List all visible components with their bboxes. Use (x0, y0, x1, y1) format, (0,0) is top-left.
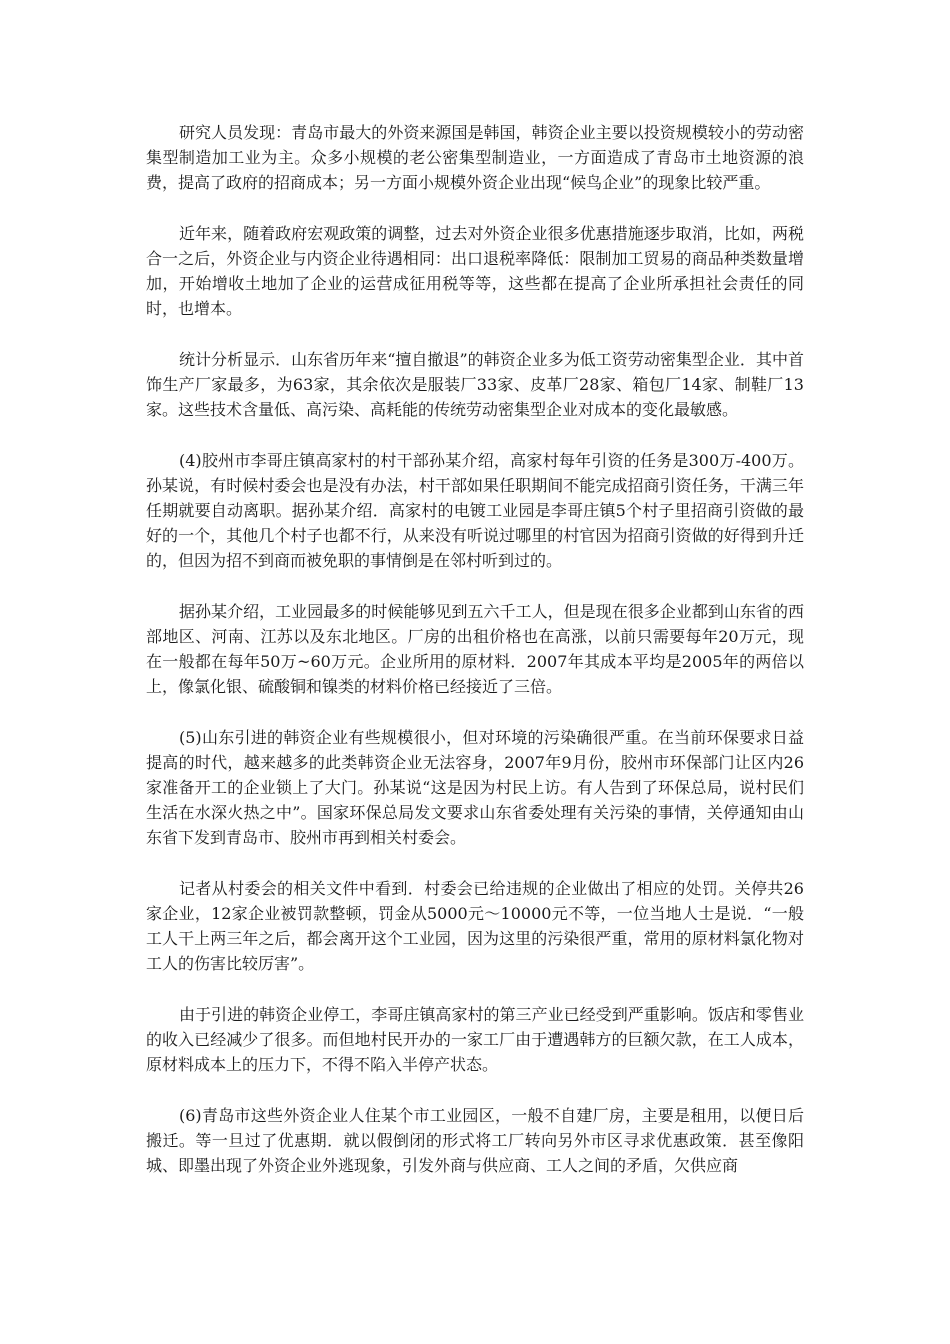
paragraph-4: (4)胶州市李哥庄镇高家村的村干部孙某介绍，高家村每年引资的任务是300万-400万。孙某说，有时候村委会也是没有办法，村干部如果任职期间不能完成招商引资任务，干满三年任期就要自动离职。据孙某介绍．高家村的电镀工业园是李哥庄镇5个村子里招商引资做的最好的一个，其他几个村子也都不行，从来没有听说过哪里的村官因为招商引资做的好得到升迁的，但因为招不到商而被免职的事情倒是在邻村听到过的。 (146, 451, 804, 570)
paragraph-6: (5)山东引进的韩资企业有些规模很小，但对环境的污染确很严重。在当前环保要求日益提高的时代，越来越多的此类韩资企业无法容身，2007年9月份，胶州市环保部门让区内26家准备开工的企业锁上了大门。孙某说“这是因为村民上访。有人告到了环保总局，说村民们生活在水深火热之中”。国家环保总局发文要求山东省委处理有关污染的事情，关停通知由山东省下发到青岛市、胶州市再到相关村委会。 (146, 728, 804, 847)
paragraph-9: (6)青岛市这些外资企业人住某个市工业园区，一般不自建厂房，主要是租用，以便日后搬迁。等一旦过了优惠期．就以假倒闭的形式将工厂转向另外市区寻求优惠政策．甚至像阳城、即墨出现了外资企业外逃现象，引发外商与供应商、工人之间的矛盾，欠供应商 (146, 1106, 804, 1175)
paragraph-2: 近年来，随着政府宏观政策的调整，过去对外资企业很多优惠措施逐步取消，比如，两税合一之后，外资企业与内资企业待遇相同：出口退税率降低：限制加工贸易的商品种类数量增加，开始增收土地加了企业的运营成征用税等等，这些都在提高了企业所承担社会责任的同时，也增本。 (146, 224, 804, 318)
document-body (146, 120, 804, 1204)
paragraph-1: 研究人员发现：青岛市最大的外资来源国是韩国，韩资企业主要以投资规模较小的劳动密集型制造加工业为主。众多小规模的老公密集型制造业，一方面造成了青岛市土地资源的浪费，提高了政府的招商成本；另一方面小规模外资企业出现“候鸟企业”的现象比较严重。 (146, 123, 804, 192)
paragraph-8: 由于引进的韩资企业停工，李哥庄镇高家村的第三产业已经受到严重影响。饭店和零售业的收入已经减少了很多。而但地村民开办的一家工厂由于遭遇韩方的巨额欠款，在工人成本，原材料成本上的压力下，不得不陷入半停产状态。 (146, 1005, 804, 1074)
paragraph-3: 统计分析显示．山东省历年来“擅自撤退”的韩资企业多为低工资劳动密集型企业．其中首饰生产厂家最多，为63家，其余依次是服装厂33家、皮革厂28家、箱包厂14家、制鞋厂13家。这些技术含量低、高污染、高耗能的传统劳动密集型企业对成本的变化最敏感。 (146, 350, 804, 419)
paragraph-7: 记者从村委会的相关文件中看到．村委会已给违规的企业做出了相应的处罚。关停共26家企业，12家企业被罚款整顿，罚金从5000元～10000元不等，一位当地人士是说．“一般工人干上两三年之后，都会离开这个工业园，因为这里的污染很严重，常用的原材料氯化物对工人的伤害比较厉害”。 (146, 879, 804, 973)
paragraph-5: 据孙某介绍，工业园最多的时候能够见到五六千工人，但是现在很多企业都到山东省的西部地区、河南、江苏以及东北地区。厂房的出租价格也在高涨，以前只需要每年20万元，现在一般都在每年50万~60万元。企业所用的原材料．2007年其成本平均是2005年的两倍以上，像氯化银、硫酸铜和镍类的材料价格已经接近了三倍。 (146, 602, 804, 696)
